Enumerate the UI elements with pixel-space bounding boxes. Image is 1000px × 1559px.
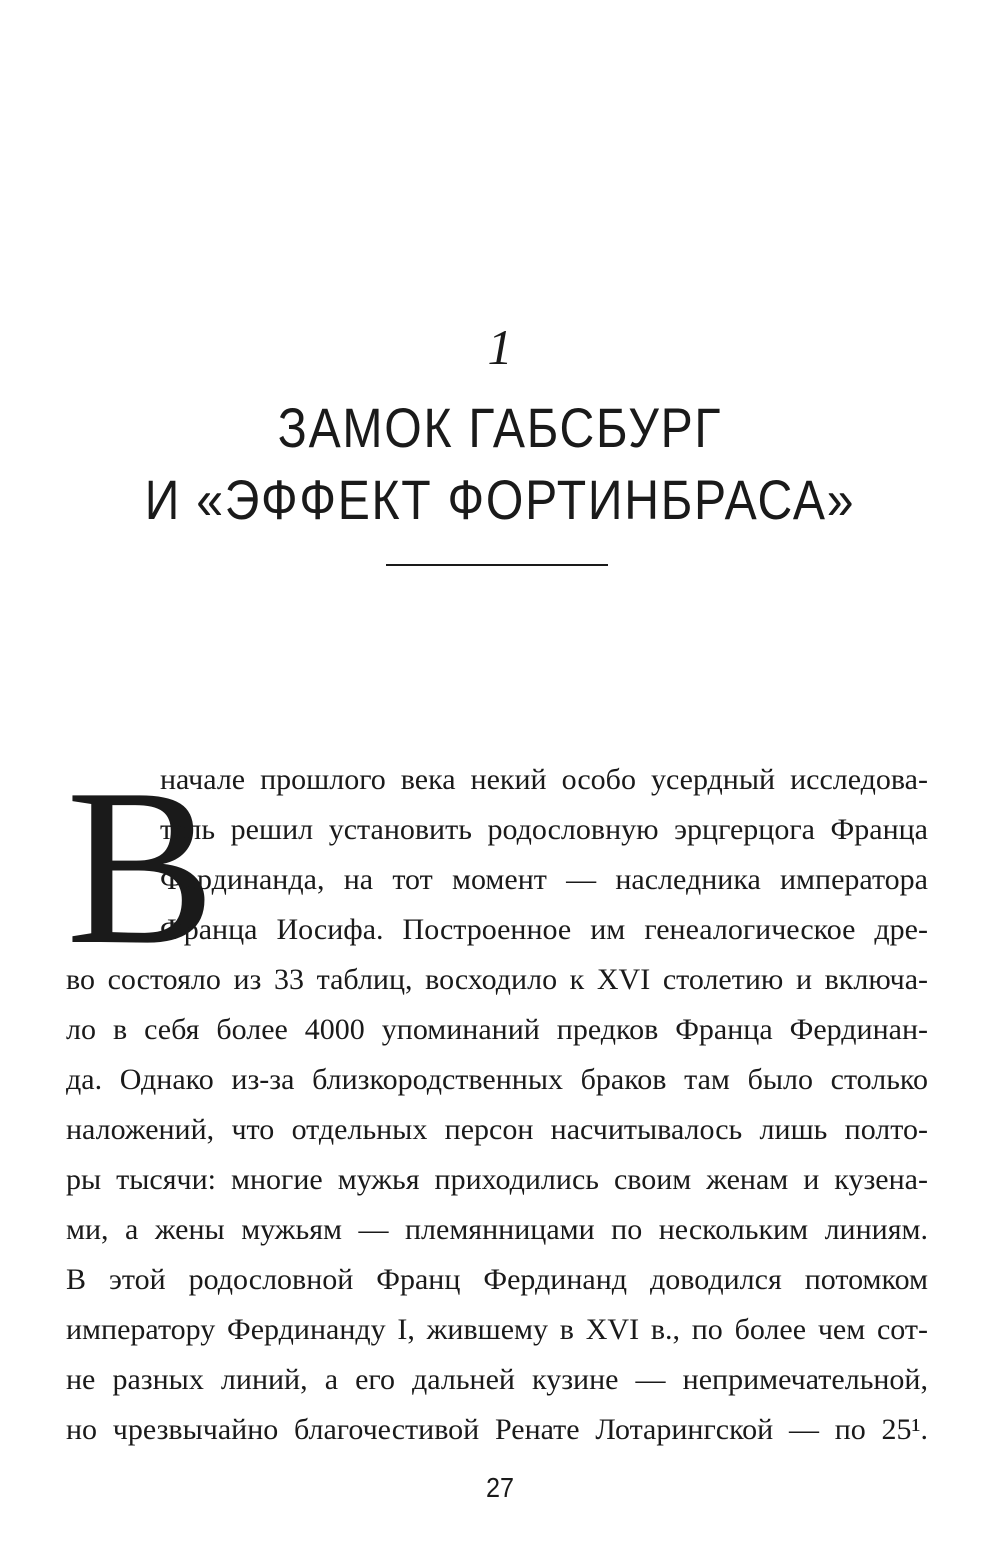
text-line: ры тысячи: многие мужья приходились своим женам и кузена-	[66, 1163, 928, 1196]
title-divider	[386, 564, 608, 566]
text-line: тель решил установить родословную эрцгерцога Франца	[160, 813, 928, 846]
text-line: но чрезвычайно благочестивой Ренате Лотарингской — по 25¹.	[66, 1413, 928, 1446]
chapter-number: 1	[487, 319, 513, 375]
page-number: 27	[485, 1472, 515, 1503]
text-line: императору Фердинанду I, жившему в XVI в., по более чем сот-	[66, 1313, 928, 1346]
text-line: В этой родословной Франц Фердинанд доводился потомком	[66, 1263, 928, 1296]
text-line: во состояло из 33 таблиц, восходило к XVI столетию и включа-	[66, 963, 928, 996]
text-line: Франца Иосифа. Построенное им генеалогическое дре-	[160, 913, 928, 946]
text-line: начале прошлого века некий особо усердный исследова-	[160, 763, 928, 796]
chapter-title	[70, 392, 930, 536]
drop-cap: В	[66, 743, 216, 991]
text-line: не разных линий, а его дальней кузине — непримечательной,	[66, 1363, 928, 1396]
chapter-title-line-2: И «ЭФФЕКТ ФОРТИНБРАСА»	[144, 468, 856, 531]
chapter-title-line-1: ЗАМОК ГАБСБУРГ	[277, 396, 723, 459]
text-line: Фердинанда, на тот момент — наследника императора	[160, 863, 928, 896]
text-line: да. Однако из-за близкородственных браков там было столько	[66, 1063, 928, 1096]
text-line: ми, а жены мужьям — племянницами по нескольким линиям.	[66, 1213, 928, 1246]
text-line: наложений, что отдельных персон насчитывалось лишь полто-	[66, 1113, 928, 1146]
text-line: ло в себя более 4000 упоминаний предков Франца Фердинан-	[66, 1013, 928, 1046]
